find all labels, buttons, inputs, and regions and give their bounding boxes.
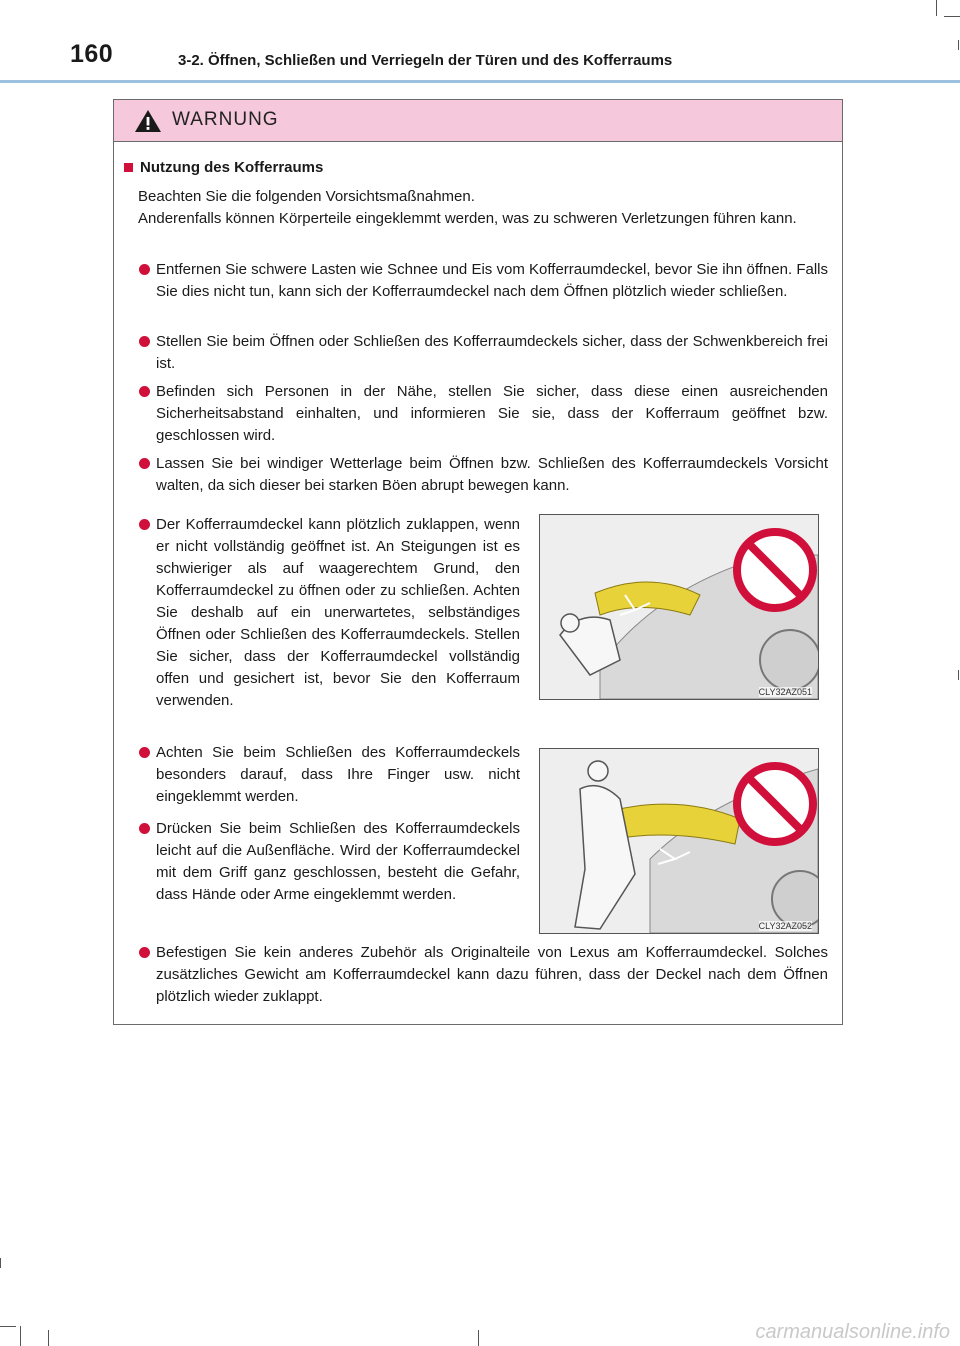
list-item: Lassen Sie bei windiger Wetterlage beim Öffnen bzw. Schließen des Kofferraumdeckels Vorsicht walten, da sich dieser bei starken Böen abrupt bewegen kann. <box>138 453 828 497</box>
footer-brand: carmanualsonline.info <box>755 1321 950 1343</box>
bullet-dot-icon <box>139 947 150 958</box>
trunk-illustration-icon <box>540 749 818 933</box>
list-item: Der Kofferraumdeckel kann plötzlich zuklappen, wenn er nicht vollständig geöffnet ist. An Steigungen ist es schwieriger als auf waagerechtem Grund, den Kofferraumdeckel zu öffnen oder zu schließen. Achten Sie deshalb auf ein unerwartetes, selbständiges Öffnen oder Schließen des Kofferraumdeckels. Stellen Sie sicher, dass der Kofferraumdeckel vollständig offen und gesichert ist, bevor Sie den Kofferraum verwenden. <box>138 514 520 712</box>
list-item: Befinden sich Personen in der Nähe, stellen Sie sicher, dass diese einen ausreichenden Sicherheitsabstand einhalten, und informieren Sie sie, dass der Kofferraum geöffnet bzw. geschlossen wird. <box>138 381 828 447</box>
page-number: 160 <box>70 40 114 68</box>
bullet-dot-icon <box>139 386 150 397</box>
list-item: Entfernen Sie schwere Lasten wie Schnee und Eis vom Kofferraumdeckel, bevor Sie ihn öffnen. Falls Sie dies nicht tun, kann sich der Kofferraumdeckel nach dem Öffnen plötzlich wieder schließen. <box>138 259 828 303</box>
figure-trunk-closing <box>539 514 819 700</box>
figure-code: CLY32AZ051 <box>758 687 812 697</box>
bullet-dot-icon <box>139 458 150 469</box>
square-bullet-icon <box>124 163 133 172</box>
crop-mark <box>958 670 959 680</box>
crop-mark <box>478 1330 479 1346</box>
warning-header <box>114 100 842 142</box>
bullet-dot-icon <box>139 519 150 530</box>
subheading <box>124 159 323 176</box>
list-item: Stellen Sie beim Öffnen oder Schließen des Kofferraumdeckels sicher, dass der Schwenkbereich frei ist. <box>138 331 828 375</box>
list-item: Befestigen Sie kein anderes Zubehör als Originalteile von Lexus am Kofferraumdeckel. Solches zusätzliches Gewicht am Kofferraumdeckel kann dazu führen, dass der Deckel nach dem Öffnen plötzlich wieder zuklappt. <box>138 942 828 1008</box>
bullet-dot-icon <box>139 336 150 347</box>
crop-mark <box>0 1326 16 1327</box>
warning-title: WARNUNG <box>172 109 279 130</box>
header-rule <box>0 80 960 83</box>
section-title: 3-2. Öffnen, Schließen und Verriegeln der Türen und des Kofferraums <box>178 52 673 69</box>
figure-trunk-pinching <box>539 748 819 934</box>
page-header <box>0 0 960 82</box>
crop-mark <box>48 1330 49 1346</box>
list-item: Achten Sie beim Schließen des Kofferraumdeckels besonders darauf, dass Ihre Finger usw. nicht eingeklemmt werden. <box>138 742 520 808</box>
bullet-dot-icon <box>139 264 150 275</box>
bullet-dot-icon <box>139 823 150 834</box>
warning-box <box>113 99 843 1025</box>
figure-code: CLY32AZ052 <box>758 921 812 931</box>
crop-mark <box>0 1258 1 1268</box>
crop-mark <box>20 1326 21 1346</box>
trunk-illustration-icon <box>540 515 818 699</box>
list-item: Drücken Sie beim Schließen des Kofferraumdeckels leicht auf die Außenfläche. Wird der Kofferraumdeckel mit dem Griff ganz geschlossen, besteht die Gefahr, dass Hände oder Arme eingeklemmt werden. <box>138 818 520 906</box>
intro-paragraph: Beachten Sie die folgenden Vorsichtsmaßnahmen. Anderenfalls können Körperteile eingeklemmt werden, was zu schweren Verletzungen führen kann. <box>138 188 797 227</box>
bullet-dot-icon <box>139 747 150 758</box>
subheading-text: Nutzung des Kofferraums <box>140 159 324 176</box>
warning-triangle-icon <box>134 109 162 133</box>
